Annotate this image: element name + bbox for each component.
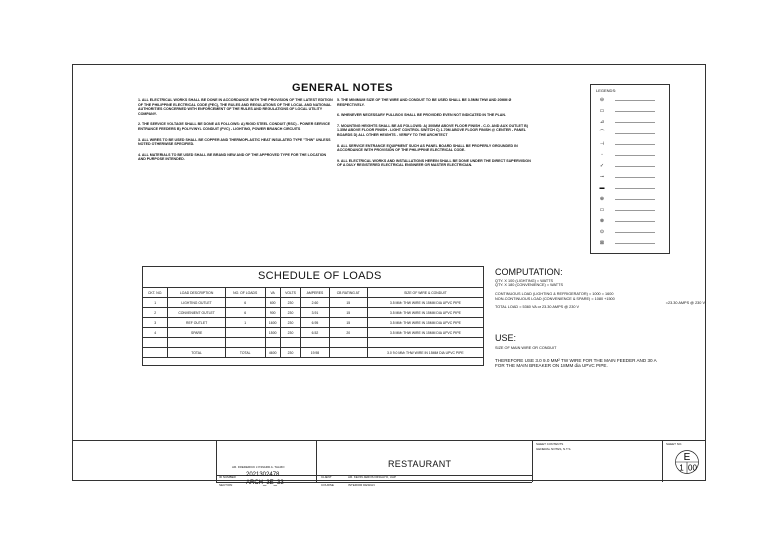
schedule-cell: [225, 338, 265, 348]
schedule-cell: 1500: [265, 328, 280, 338]
schedule-cell: 3.5 MM² THW WIRE IN 15MM DIA UPVC PIPE: [367, 328, 483, 338]
schedule-cell: 1600: [265, 318, 280, 328]
schedule-cell: [367, 338, 483, 348]
schedule-cell: 6.52: [301, 328, 330, 338]
schedule-cell: 600: [265, 298, 280, 308]
schedule-cell: 15: [329, 298, 367, 308]
schedule-header-cell: SIZE OF WIRE & CONDUIT: [367, 288, 483, 298]
note-4: 4. ALL MATERIALS TO BE USED SHALL BE BRAND NEW AND OF THE APPROVED TYPE FOR THE LOCATION AND PURPOSE INTENDED.: [138, 152, 327, 162]
sheet-letter: E: [683, 452, 691, 463]
sheet-total: 00: [688, 463, 697, 473]
legend-symbol-icon: ⊙: [599, 228, 605, 235]
id-value: 2021302478: [246, 472, 280, 478]
id-label: ID NUMBER: [219, 475, 236, 479]
sheet-contents-value: GENERAL NOTES, N.T.S.: [536, 447, 572, 451]
legend-label-line: [615, 144, 655, 145]
schedule-row: [143, 318, 484, 328]
schedule-cell: 3: [143, 318, 168, 328]
legend-row: [595, 97, 655, 103]
schedule-cell: 4600: [265, 348, 280, 358]
schedule-cell: [329, 348, 367, 358]
schedule-cell: 3.5 MM² THW WIRE IN 15MM DIA UPVC PIPE: [367, 298, 483, 308]
legend-row: [595, 152, 655, 158]
schedule-cell: REF OUTLET: [168, 318, 226, 328]
schedule-cell: 900: [265, 308, 280, 318]
note-6: 6. WHENEVER NECESSARY PULLBOX SHALL BE PROVIDED EVEN NOT INDICATED IN THE PLAN.: [337, 113, 506, 118]
schedule-cell: 15: [329, 308, 367, 318]
legend-row: [595, 196, 655, 202]
schedule-cell: 15: [329, 318, 367, 328]
note-7: 7. MOUNTING HEIGHTS SHALL BE AS FOLLOWS: A) 300MM ABOVE FLOOR FINISH - C.O. AND AUX OUTLET B) 1.35M ABOVE FLOOR FINISH - LIGHT CONTROL SWITCH C) 1.70M ABOVE FLOOR FINISH @ CENTER - PANEL BOARDS D) ALL OTHER HEIGHTS - VERIFY TO THE ARCHITECT: [337, 123, 528, 137]
schedule-cell: 3.5 MM² THW WIRE IN 15MM DIA UPVC PIPE: [367, 318, 483, 328]
section-label: SECTION: [219, 483, 233, 487]
course-label: COURSE: [321, 483, 334, 487]
general-notes-title: GENERAL NOTES: [292, 82, 394, 94]
legend-row: [595, 207, 655, 213]
schedule-cell: 1: [143, 298, 168, 308]
legend-symbol-icon: ⊣: [599, 140, 605, 147]
note-3: 3. ALL WIRES TO BE USED SHALL BE COPPER AND THERMOPLASTIC HEAT INSULATED TYPE "THW" UNLESS NOTED OTHERWISE SPECIFIED.: [138, 137, 331, 147]
schedule-cell: 4: [143, 328, 168, 338]
legend-label-line: [615, 199, 655, 200]
schedule-cell: 230: [280, 318, 300, 328]
schedule-cell: 230: [280, 348, 300, 358]
schedule-cell: CONVENIENT OUTLET: [168, 308, 226, 318]
schedule-header-row: [143, 288, 484, 298]
note-1: 1. ALL ELECTRICAL WORKS SHALL BE DONE IN ACCORDANCE WITH THE PROVISION OF THE LATEST EDITION OF THE PHILIPPINE ELECTRICAL CODE (PEC), THE RULES AND REGULATIONS OF THE LOCAL AND NATIONAL AUTHORITIES CONCERNED WITH ENFORCEMENT OF THE RULES AND REGULATIONS OF LOCAL UTILITY COMPANY.: [138, 98, 333, 116]
use-text: THEREFORE USE 3.0 9.0 MM² TW WIRE FOR THE MAIN FEEDER AND 30 A FOR THE MAIN BREAKER ON 18MM dia UPVC PIPE.: [495, 358, 657, 369]
legend-title: LEGENDS:: [596, 88, 617, 93]
sheet-no-label: SHEET NO.: [666, 442, 683, 446]
sheet-number-seal: [675, 448, 699, 476]
legend-label-line: [615, 111, 655, 112]
schedule-cell: [301, 338, 330, 348]
course-value: INTERIOR DESIGN: [348, 483, 375, 487]
schedule-row: [143, 348, 484, 358]
legend-symbol-icon: ◦: [601, 151, 603, 158]
legend-box: [590, 84, 670, 254]
schedule-title: SCHEDULE OF LOADS: [258, 270, 382, 282]
project-name: RESTAURANT: [388, 459, 452, 469]
legend-row: [595, 163, 655, 169]
legend-label-line: [615, 177, 655, 178]
schedule-cell: 1: [225, 318, 265, 328]
notes-column-left: [138, 98, 333, 168]
schedule-cell: 20: [329, 328, 367, 338]
schedule-row: [143, 328, 484, 338]
section-value: ARCH_3E_33: [246, 480, 284, 486]
schedule-cell: TOTAL: [168, 348, 226, 358]
schedule-cell: 230: [280, 298, 300, 308]
legend-label-line: [615, 166, 655, 167]
schedule-row: [143, 298, 484, 308]
computation-line: NON-CONTINUOUS LOAD (CONVENIENCE & SPARE) = 1080 +1500: [495, 296, 615, 301]
use-subtitle: SIZE OF MAIN WIRE OR CONDUIT: [495, 346, 557, 350]
schedule-cell: 6: [225, 308, 265, 318]
schedule-cell: 3.5 MM² THW WIRE IN 15MM DIA UPVC PIPE: [367, 308, 483, 318]
schedule-cell: 3.0 9.0 MM² THW WIRE IN 15MM DIA UPVC PIPE: [367, 348, 483, 358]
schedule-cell: [265, 338, 280, 348]
schedule-cell: SPARE: [168, 328, 226, 338]
legend-label-line: [615, 188, 655, 189]
schedule-header-cell: CB RATING AT: [329, 288, 367, 298]
note-9: 9. ALL ELECTRICAL WORKS AND INSTALLATIONS HEREIN SHALL BE DONE UNDER THE DIRECT SUPERVISION OF A DULY REGISTERED ELECTRICAL ENGINEER OR MASTER ELECTRICIAN.: [337, 158, 531, 168]
legend-row: [595, 119, 655, 125]
schedule-cell: [143, 348, 168, 358]
legend-label-line: [615, 100, 655, 101]
use-title: USE:: [495, 333, 517, 343]
computation-line: QTY. X 180 (CONVENIENCE) = WATTS: [495, 283, 563, 288]
schedule-cell: LIGHTING OUTLET: [168, 298, 226, 308]
computation-lines: [495, 279, 705, 310]
schedule-cell: 3.91: [301, 308, 330, 318]
schedule-cell: 6.95: [301, 318, 330, 328]
note-8: 8. ALL SERVICE ENTRANCE EQUIPMENT SUCH AS PANEL BOARD SHALL BE PROPERLY GROUNDED IN ACCORDANCE WITH PROVISION OF THE PHILIPPINE ELECTRICAL CODE.: [337, 143, 518, 153]
legend-symbol-icon: ✓: [599, 162, 605, 169]
computation-line: TOTAL LOAD = 5360 VA or 23.30 AMPS @ 230 V: [495, 305, 580, 310]
schedule-cell: 230: [280, 328, 300, 338]
schedule-cell: 230: [280, 308, 300, 318]
legend-symbol-icon: ⊠: [599, 239, 605, 246]
legend-symbol-icon: ▭: [599, 107, 605, 114]
legend-symbol-icon: ⊗: [599, 217, 605, 224]
legend-symbol-icon: ⊖: [599, 96, 605, 103]
schedule-row: [143, 308, 484, 318]
schedule-header-cell: NO. OF LOADS: [225, 288, 265, 298]
legend-symbol-icon: ▬: [599, 184, 605, 191]
computation-line: =23.30 AMPS @ 230 V: [665, 301, 705, 306]
legend-label-line: [615, 243, 655, 244]
schedule-cell: TOTAL: [225, 348, 265, 358]
schedule-header-cell: LOAD DESCRIPTION: [168, 288, 226, 298]
schedule-header-cell: VOLTS: [280, 288, 300, 298]
schedule-cell: 19.98: [301, 348, 330, 358]
schedule-cell: 2.60: [301, 298, 330, 308]
legend-row: [595, 108, 655, 114]
sheet-contents-label: SHEET CONTENTS: [536, 442, 564, 446]
schedule-cell: [168, 338, 226, 348]
legend-label-line: [615, 122, 655, 123]
schedule-header-cell: VA: [265, 288, 280, 298]
legend-symbol-icon: ⌒: [599, 129, 605, 136]
note-5: 5. THE MINIMUM SIZE OF THE WIRE AND CONDUIT TO BE USED SHALL BE 3.5MM THW AND 20MM Ø RESPECTIVELY.: [337, 98, 512, 107]
schedule-row: [143, 338, 484, 348]
legend-row: [595, 240, 655, 246]
legend-label-line: [615, 133, 655, 134]
schedule-cell: 2: [143, 308, 168, 318]
computation-line: CONTINUOUS LOAD (LIGHTING & REFRIGERATOR) = 1000 = 1600: [495, 292, 614, 297]
schedule-cell: [143, 338, 168, 348]
legend-row: [595, 229, 655, 235]
legend-row: [595, 174, 655, 180]
legend-row: [595, 185, 655, 191]
client-value: AR. KEVIN JEROS DINGAYO, UAP: [348, 475, 396, 479]
legend-symbol-icon: ⊸: [599, 173, 605, 180]
schedule-header-cell: CKT. NO.: [143, 288, 168, 298]
legend-row: [595, 141, 655, 147]
schedule-cell: [225, 328, 265, 338]
legend-row: [595, 130, 655, 136]
legend-label-line: [615, 232, 655, 233]
schedule-cell: 6: [225, 298, 265, 308]
legend-symbol-icon: ⊕: [599, 195, 605, 202]
legend-row: [595, 218, 655, 224]
client-label: CLIENT: [321, 475, 332, 479]
note-2: 2. THE SERVICE VOLTAGE SHALL BE DONE AS FOLLOWS: A) RIGID STEEL CONDUIT (RSC) - POWER SERVICE ENTRANCE FEEDERS B) POLYVINYL CONDUIT (PVC) - LIGHTING, POWER BRANCH CIRCUITS: [138, 122, 331, 131]
legend-label-line: [615, 155, 655, 156]
schedule-header-cell: AMPERES: [301, 288, 330, 298]
schedule-cell: [280, 338, 300, 348]
schedule-table: [142, 287, 484, 358]
legend-label-line: [615, 221, 655, 222]
legend-label-line: [615, 210, 655, 211]
sheet-number: 1: [679, 463, 684, 473]
computation-line: QTY. X 100 (LIGHTING) = WATTS: [495, 279, 554, 283]
schedule-cell: [329, 338, 367, 348]
notes-column-right: [337, 98, 531, 174]
legend-symbol-icon: ▭: [599, 206, 605, 213]
legend-symbol-icon: ⊿: [599, 118, 605, 125]
computation-title: COMPUTATION:: [495, 267, 563, 277]
designer-name: AR. FREDERICK LYNNARD A. TALMO: [232, 465, 285, 469]
